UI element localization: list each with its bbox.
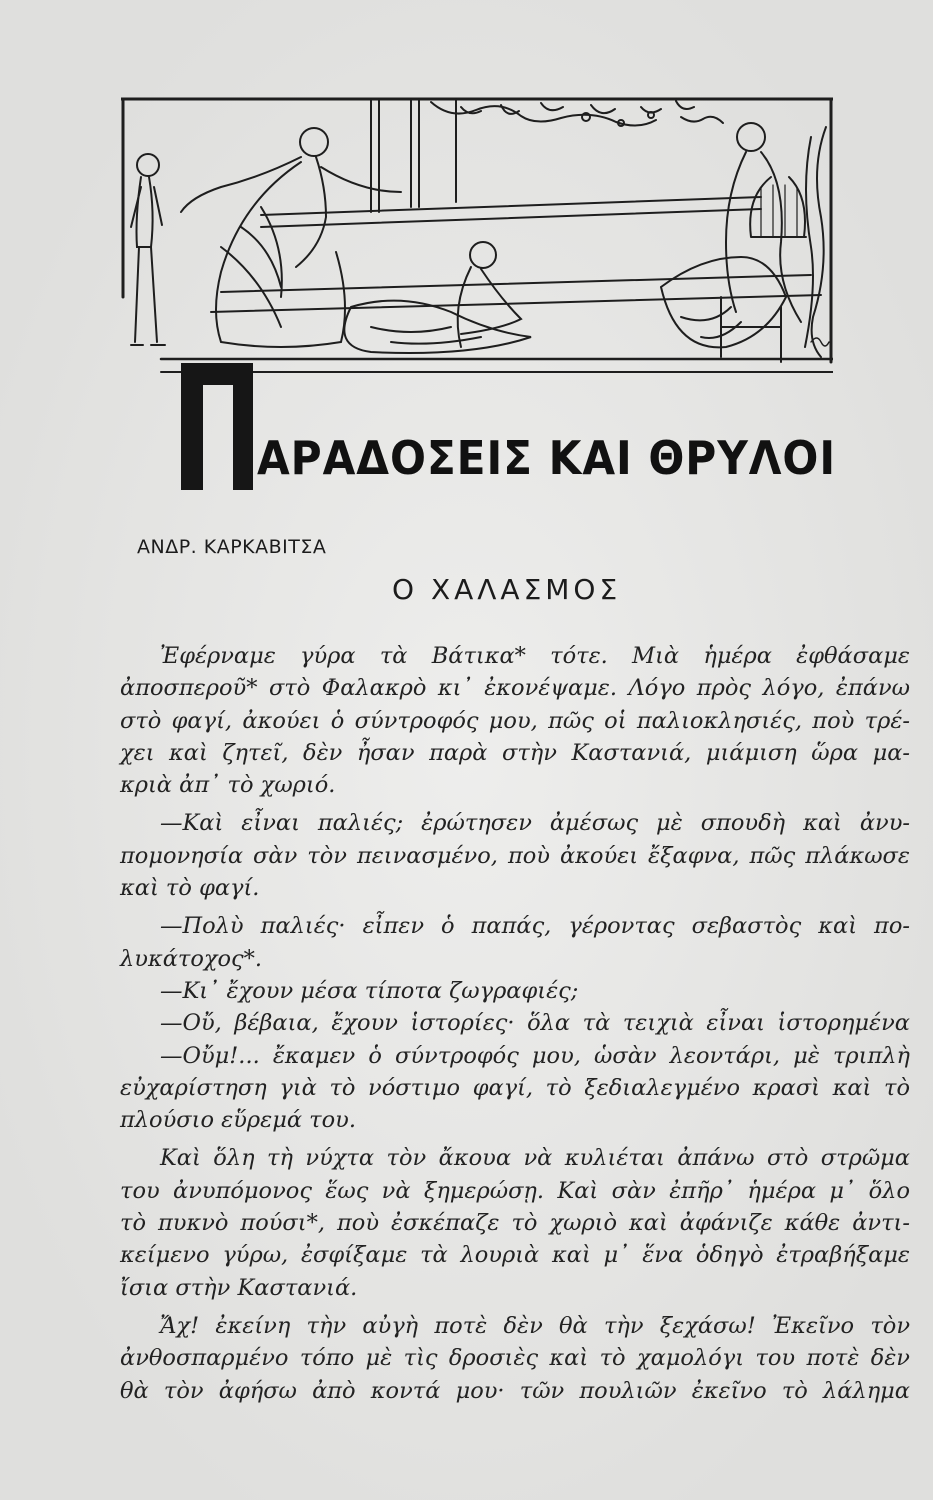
section-header — [181, 363, 851, 493]
paragraph-2 — [120, 807, 910, 904]
text-line: Ἄχ! ἐκείνη τὴν αὐγὴ ποτὲ δὲν θὰ τὴν ξεχάσω! Ἐκεῖνο τὸν — [160, 1312, 910, 1339]
paragraph-1 — [120, 640, 910, 801]
text-line: πομονησία σὰν τὸν πεινασμένο, ποὺ ἀκούει ἔξαφνα, πῶς πλάκωσε — [120, 842, 910, 869]
text-line: εὐχαρίστηση γιὰ τὸ νόστιμο φαγί, τὸ ξεδιαλεγμένο κρασὶ καὶ τὸ — [120, 1074, 910, 1101]
text-line: καὶ τὸ φαγί. — [120, 875, 260, 902]
text-line: λυκάτοχος*. — [120, 945, 263, 972]
paragraph-7 — [120, 1142, 910, 1303]
text-line: ἴσια στὴν Καστανιά. — [120, 1274, 358, 1301]
text-line: —Οὔμ!... ἔκαμεν ὁ σύντροφός μου, ὡσὰν λεοντάρι, μὲ τριπλὴ — [160, 1042, 910, 1069]
text-line: θὰ τὸν ἀφήσω ἀπὸ κοντά μου· τῶν πουλιῶν ἐκεῖνο τὸ λάλημα — [120, 1377, 910, 1404]
text-line: Ἐφέρναμε γύρα τὰ Βάτικα* τότε. Μιὰ ἡμέρα ἐφθάσαμε — [160, 643, 910, 669]
story-title: Ο ΧΑΛΑΣΜΟΣ — [392, 573, 622, 606]
text-line: στὸ φαγί, ἀκούει ὁ σύντροφός μου, πῶς οἱ παλιοκλησιές, ποὺ τρέ- — [120, 707, 910, 734]
text-line: του ἀνυπόμονος ἕως νὰ ξημερώσῃ. Καὶ σὰν ἐπῆρ᾽ ἡμέρα μ᾽ ὅλο — [120, 1177, 910, 1204]
text-line: ἀνθοσπαρμένο τόπο μὲ τὶς δροσιὲς καὶ τὸ χαμολόγι του ποτὲ δὲν — [120, 1345, 910, 1372]
paragraph-6 — [120, 1040, 910, 1137]
text-line: τὸ πυκνὸ πούσι*, ποὺ ἐσκέπαζε τὸ χωριὸ καὶ ἀφάνιζε κάθε ἀντι- — [120, 1210, 910, 1237]
header-title-text: ΑΡΑΔΟΣΕΙΣ ΚΑΙ ΘΡΥΛΟΙ — [257, 431, 836, 485]
text-line: —Κι᾽ ἔχουν μέσα τίποτα ζωγραφιές; — [160, 977, 579, 1004]
paragraph-8 — [120, 1310, 910, 1407]
text-line: ἀποσπεροῦ* στὸ Φαλακρὸ κι᾽ ἐκονέψαμε. Λόγο πρὸς λόγο, ἐπάνω — [120, 675, 910, 702]
text-line: —Καὶ εἶναι παλιές; ἐρώτησεν ἀμέσως μὲ σπουδὴ καὶ ἀνυ- — [160, 810, 910, 837]
text-line: κριὰ ἀπ᾽ τὸ χωριό. — [120, 772, 336, 799]
text-line: Καὶ ὅλη τὴ νύχτα τὸν ἄκουα νὰ κυλιέται ἀπάνω στὸ στρῶμα — [160, 1145, 910, 1172]
author-name: ΑΝΔΡ. ΚΑΡΚΑΒΙΤΣΑ — [137, 536, 327, 558]
text-line: —Πολὺ παλιές· εἶπεν ὁ παπάς, γέροντας σεβαστὸς καὶ πο- — [160, 913, 910, 940]
story-body — [120, 640, 910, 1407]
text-line: —Οὔ, βέβαια, ἔχουν ἱστορίες· ὅλα τὰ τειχιὰ εἶναι ἱστορημένα — [160, 1010, 910, 1037]
text-line: πλούσιο εὕρεμά του. — [120, 1107, 356, 1134]
text-line: κείμενο γύρω, ἐσφίξαμε τὰ λουριὰ καὶ μ᾽ ἕνα ὁδηγὸ ἐτραβήξαμε — [120, 1242, 910, 1269]
paragraph-3 — [120, 910, 910, 975]
text-line: χει καὶ ζητεῖ, δὲν ἦσαν παρὰ στὴν Καστανιά, μιάμιση ὥρα μα- — [120, 739, 910, 766]
initial-letter — [181, 363, 253, 490]
paragraph-5 — [120, 1007, 910, 1039]
paragraph-4 — [120, 975, 910, 1007]
